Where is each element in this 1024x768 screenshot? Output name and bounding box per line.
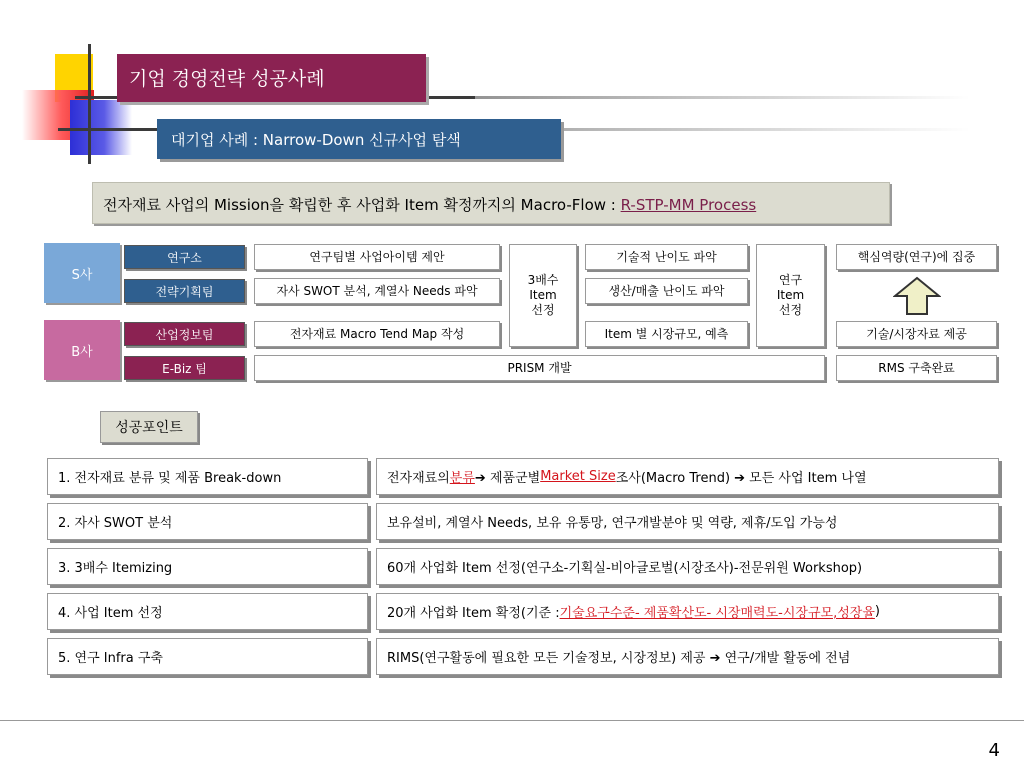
point-2-detail: 보유설비, 계열사 Needs, 보유 유통망, 연구개발분야 및 역량, 제휴/도입 가능성 <box>376 503 999 540</box>
point-1-text-a: 전자재료의 <box>387 471 450 486</box>
step-research-proposal: 연구팀별 사업아이템 제안 <box>254 244 500 270</box>
point-4-highlight: 기술요구수준- 제품확산도- 시장매력도-시장규모,성장율 <box>559 606 875 621</box>
point-4-text-a: 20개 사업화 Item 확정(기준 : <box>387 606 560 621</box>
step-swot-analysis: 자사 SWOT 분석, 계열사 Needs 파악 <box>254 278 500 304</box>
logo-line-horizontal-short <box>58 128 168 131</box>
step-tech-difficulty: 기술적 난이도 파악 <box>585 244 748 270</box>
company-b-label: B사 <box>44 320 120 380</box>
point-2-label: 2. 자사 SWOT 분석 <box>47 503 368 540</box>
point-4-text-b: ) <box>874 604 880 619</box>
step-prism-development: PRISM 개발 <box>254 355 825 381</box>
team-research-lab: 연구소 <box>124 245 245 269</box>
step-market-size-forecast: Item 별 시장규모, 예측 <box>585 321 748 347</box>
footer-divider <box>0 720 1024 721</box>
header-rule-top <box>430 96 970 99</box>
up-arrow-icon <box>893 276 941 316</box>
step-production-difficulty: 생산/매출 난이도 파악 <box>585 278 748 304</box>
macro-flow-banner <box>92 182 890 224</box>
point-1-label: 1. 전자재료 분류 및 제품 Break-down <box>47 458 368 495</box>
team-industry-info: 산업정보팀 <box>124 322 245 346</box>
point-1-text-b: ➔ 제품군별 <box>474 471 541 486</box>
point-1-text-c: 조사(Macro Trend) ➔ 모든 사업 Item 나열 <box>615 471 867 486</box>
point-3-detail: 60개 사업화 Item 선정(연구소-기획실-비아글로벌(시장조사)-전문위원 Workshop) <box>376 548 999 585</box>
step-macro-trend-map: 전자재료 Macro Tend Map 작성 <box>254 321 500 347</box>
step-rms-complete: RMS 구축완료 <box>836 355 997 381</box>
point-1-highlight-b: Market Size <box>540 469 616 484</box>
page-title: 기업 경영전략 성공사례 <box>117 54 426 102</box>
company-s-label: S사 <box>44 243 120 303</box>
macro-flow-text: 전자재료 사업의 Mission을 확립한 후 사업화 Item 확정까지의 Macro-Flow : <box>103 196 621 214</box>
point-5-detail: RIMS(연구활동에 필요한 모든 기술정보, 시장정보) 제공 ➔ 연구/개발 활동에 전념 <box>376 638 999 675</box>
point-3-label: 3. 3배수 Itemizing <box>47 548 368 585</box>
macro-flow-link[interactable]: R-STP-MM Process <box>620 196 757 214</box>
page-subtitle: 대기업 사례 : Narrow-Down 신규사업 탐색 <box>157 119 561 159</box>
team-ebiz: E-Biz 팀 <box>124 356 245 380</box>
step-tech-market-data: 기술/시장자료 제공 <box>836 321 997 347</box>
logo-line-vertical <box>88 44 91 164</box>
point-5-label: 5. 연구 Infra 구축 <box>47 638 368 675</box>
step-research-item-selection: 연구 Item 선정 <box>756 244 825 347</box>
point-1-detail <box>376 458 999 495</box>
point-1-highlight-a: 분류 <box>449 471 475 486</box>
success-points-label: 성공포인트 <box>100 411 198 443</box>
step-core-competence: 핵심역량(연구)에 집중 <box>836 244 997 270</box>
team-strategy-planning: 전략기획팀 <box>124 279 245 303</box>
step-triple-item-selection: 3배수 Item 선정 <box>509 244 577 347</box>
point-4-label: 4. 사업 Item 선정 <box>47 593 368 630</box>
page-number: 4 <box>988 740 1000 761</box>
header-rule-bottom <box>560 128 970 131</box>
point-4-detail <box>376 593 999 630</box>
